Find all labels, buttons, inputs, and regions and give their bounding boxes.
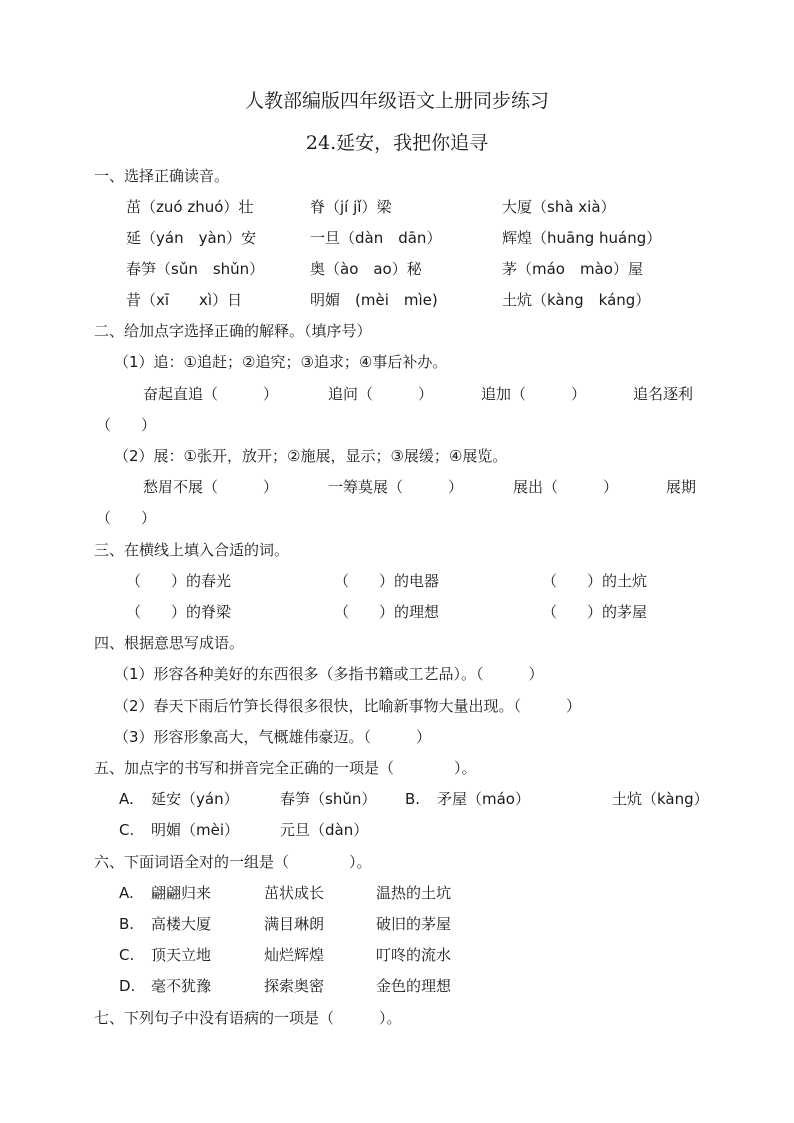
q4-item: （3）形容形象高大，气概雄伟豪迈。（ ）: [114, 728, 432, 746]
q1-item: 明媚 (mèi mìe): [310, 291, 438, 309]
q2-sub2-item: 展期: [666, 478, 697, 496]
q3-item: （ ）的春光: [126, 572, 232, 590]
q3-item: （ ）的土炕: [542, 572, 648, 590]
q4-heading: 四、根据意思写成语。: [94, 634, 245, 652]
q4-item: （2）春天下雨后竹笋长得很多很快，比喻新事物大量出现。（ ）: [114, 697, 582, 715]
q6-option-word: 翩翩归来: [151, 884, 212, 902]
q1-item: 延（yán yàn）安: [126, 229, 257, 247]
q1-item: 茅（máo mào）屋: [502, 260, 643, 278]
q6-option-word: 叮咚的流水: [376, 946, 452, 964]
q5-heading: 五、加点字的书写和拼音完全正确的一项是（ ）。: [94, 759, 477, 777]
q5-option-label: A.: [119, 790, 134, 808]
q3-item: （ ）的理想: [334, 603, 440, 621]
q6-option-label: B.: [119, 915, 135, 933]
q5-option-word: 元旦（dàn）: [280, 821, 369, 839]
q2-sub1-wrap: （ ）: [96, 416, 157, 434]
q6-option-word: 毫不犹豫: [151, 977, 212, 995]
q2-sub2-item: 一筹莫展（ ）: [328, 478, 464, 496]
q6-option-word: 灿烂辉煌: [264, 946, 325, 964]
q5-option-word: 土炕（kàng）: [612, 790, 709, 808]
q2-sub2-wrap: （ ）: [96, 509, 157, 527]
q1-item: 一旦（dàn dān）: [310, 229, 442, 247]
q6-option-word: 探索奥密: [264, 977, 325, 995]
q6-option-label: A.: [119, 884, 134, 902]
q6-option-word: 顶天立地: [151, 946, 212, 964]
q7-heading: 七、下列句子中没有语病的一项是（ ）。: [94, 1009, 402, 1027]
q2-sub1-item: 追加（ ）: [481, 385, 587, 403]
q1-item: 昔（xī xì）日: [126, 291, 243, 309]
q5-option-word: 明媚（mèi）: [151, 821, 240, 839]
q6-option-label: C.: [119, 946, 135, 964]
q5-option-label: B.: [405, 790, 421, 808]
q5-option-word: 延安（yán）: [151, 790, 239, 808]
q4-item: （1）形容各种美好的东西很多（多指书籍或工艺品）。（ ）: [114, 665, 544, 683]
q5-option-word: 春笋（shǔn）: [280, 790, 377, 808]
q2-heading: 二、给加点字选择正确的解释。（填序号）: [94, 322, 372, 340]
q2-sub2-definition: （2）展：①张开，放开；②施展，显示；③展缓；④展览。: [114, 447, 508, 465]
q2-sub1-item: 追名逐利: [633, 385, 694, 403]
q6-option-label: D.: [119, 977, 136, 995]
q6-option-word: 温热的土坑: [376, 884, 452, 902]
q6-option-word: 茁状成长: [264, 884, 325, 902]
page-title: 人教部编版四年级语文上册同步练习: [244, 90, 549, 112]
q2-sub1-item: 追问（ ）: [328, 385, 434, 403]
q3-heading: 三、在横线上填入合适的词。: [94, 541, 290, 559]
q1-item: 土炕（kàng káng）: [502, 291, 651, 309]
q1-heading: 一、选择正确读音。: [94, 167, 230, 185]
q3-item: （ ）的茅屋: [542, 603, 648, 621]
q6-option-word: 满目琳朗: [264, 915, 325, 933]
q1-item: 茁（zuó zhuó）壮: [126, 198, 254, 216]
q2-sub1-item: 奋起直追（ ）: [143, 385, 279, 403]
q1-item: 辉煌（huāng huáng）: [502, 229, 662, 247]
q2-sub1-definition: （1）追：①追赶；②追究；③追求；④事后补办。: [114, 353, 448, 371]
q1-item: 脊（jí jǐ）梁: [310, 198, 392, 216]
q6-option-word: 高楼大厦: [151, 915, 212, 933]
q1-item: 奥（ào ao）秘: [310, 260, 422, 278]
q1-item: 春笋（sǔn shǔn）: [126, 260, 265, 278]
q2-sub2-item: 愁眉不展（ ）: [143, 478, 279, 496]
q6-option-word: 金色的理想: [376, 977, 452, 995]
q6-option-word: 破旧的茅屋: [376, 915, 452, 933]
q3-item: （ ）的脊梁: [126, 603, 232, 621]
lesson-title: 24.延安，我把你追寻: [305, 132, 489, 154]
q3-item: （ ）的电器: [334, 572, 440, 590]
q5-option-word: 矛屋（máo）: [437, 790, 530, 808]
q2-sub2-item: 展出（ ）: [513, 478, 619, 496]
q5-option-label: C.: [119, 821, 135, 839]
q1-item: 大厦（shà xià）: [502, 198, 616, 216]
q6-heading: 六、下面词语全对的一组是（ ）。: [94, 853, 372, 871]
